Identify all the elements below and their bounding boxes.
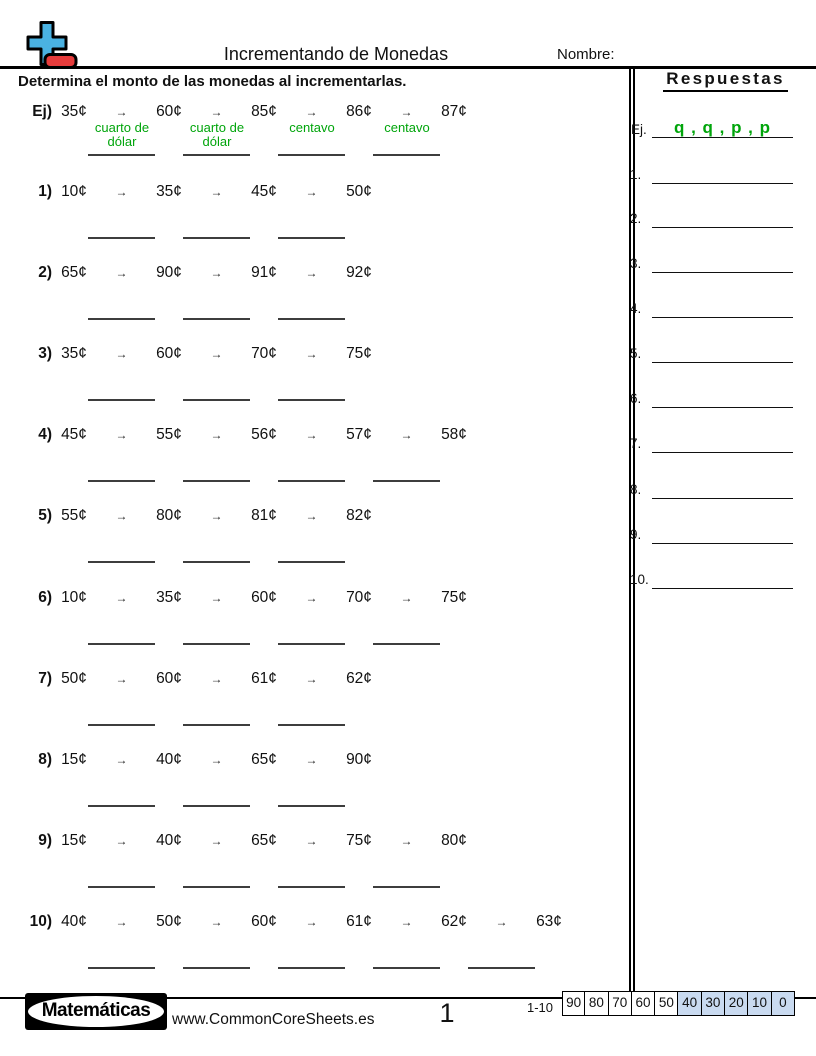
problem-number-label: 9) <box>38 832 52 849</box>
answer-row-line <box>652 183 793 184</box>
arrow-icon: → <box>115 915 128 929</box>
arrow-icon: → <box>400 834 413 848</box>
answers-panel-title: Respuestas <box>663 69 787 92</box>
score-table <box>562 991 795 1016</box>
score-cell: 30 <box>702 991 725 1016</box>
arrow-icon: → <box>305 347 318 361</box>
answer-row-label: 2. <box>630 211 642 226</box>
score-cell: 0 <box>772 991 795 1016</box>
answer-row-line <box>652 227 793 228</box>
score-cell: 20 <box>725 991 748 1016</box>
problem-value: 35¢ <box>61 345 87 362</box>
problem-answer-blank <box>183 886 250 888</box>
problem-value: 10¢ <box>61 183 87 200</box>
brand-logo <box>25 993 167 1030</box>
arrow-icon: → <box>305 834 318 848</box>
instruction-text: Determina el monto de las monedas al incrementarlas. <box>18 73 407 90</box>
name-label: Nombre: <box>557 46 615 63</box>
arrow-icon: → <box>210 105 223 119</box>
answer-row-label: 7. <box>630 436 642 451</box>
problem-value: 60¢ <box>251 913 277 930</box>
problem-answer-blank <box>88 480 155 482</box>
example-answer-blank <box>183 154 250 156</box>
arrow-icon: → <box>305 591 318 605</box>
example-answer-blank <box>88 154 155 156</box>
arrow-icon: → <box>210 834 223 848</box>
problem-number-label: 1) <box>38 183 52 200</box>
page-number: 1 <box>439 998 455 1028</box>
arrow-icon: → <box>115 185 128 199</box>
answer-row-line <box>652 317 793 318</box>
problem-answer-blank <box>373 643 440 645</box>
score-cell: 60 <box>632 991 655 1016</box>
arrow-icon: → <box>115 834 128 848</box>
problem-value: 80¢ <box>441 832 467 849</box>
answer-row-line <box>652 137 793 138</box>
arrow-icon: → <box>210 347 223 361</box>
problem-value: 15¢ <box>61 751 87 768</box>
arrow-icon: → <box>305 753 318 767</box>
problem-answer-blank <box>278 886 345 888</box>
problem-value: 75¢ <box>346 832 372 849</box>
answer-row-label: 9. <box>630 527 642 542</box>
example-answer-blank <box>278 154 345 156</box>
arrow-icon: → <box>210 915 223 929</box>
answer-row-line <box>652 498 793 499</box>
arrow-icon: → <box>115 509 128 523</box>
problem-value: 45¢ <box>251 183 277 200</box>
score-cell: 40 <box>678 991 701 1016</box>
example-value: 60¢ <box>156 103 182 120</box>
problem-value: 35¢ <box>156 183 182 200</box>
problem-answer-blank <box>88 724 155 726</box>
answer-row-label: 5. <box>630 346 642 361</box>
problem-answer-blank <box>468 967 535 969</box>
problem-number-label: 3) <box>38 345 52 362</box>
answer-row-line <box>652 543 793 544</box>
score-cell: 80 <box>585 991 608 1016</box>
arrow-icon: → <box>210 591 223 605</box>
example-value: 35¢ <box>61 103 87 120</box>
problem-answer-blank <box>183 318 250 320</box>
problem-answer-blank <box>183 643 250 645</box>
problem-value: 62¢ <box>346 670 372 687</box>
arrow-icon: → <box>115 591 128 605</box>
example-gap-answer: centavo <box>289 120 335 135</box>
answer-row-label: 8. <box>630 482 642 497</box>
problem-value: 80¢ <box>156 507 182 524</box>
problem-value: 65¢ <box>251 751 277 768</box>
problem-value: 61¢ <box>251 670 277 687</box>
arrow-icon: → <box>115 105 128 119</box>
answer-example-value: q , q , p , p <box>673 118 772 137</box>
problem-answer-blank <box>183 480 250 482</box>
answer-row-label: 6. <box>630 391 642 406</box>
problem-answer-blank <box>278 399 345 401</box>
problem-value: 57¢ <box>346 426 372 443</box>
problem-value: 10¢ <box>61 589 87 606</box>
problem-value: 56¢ <box>251 426 277 443</box>
problem-value: 90¢ <box>346 751 372 768</box>
problem-value: 58¢ <box>441 426 467 443</box>
problem-value: 65¢ <box>251 832 277 849</box>
problem-answer-blank <box>373 886 440 888</box>
arrow-icon: → <box>400 591 413 605</box>
problem-answer-blank <box>278 237 345 239</box>
problem-number-label: 5) <box>38 507 52 524</box>
arrow-icon: → <box>115 347 128 361</box>
problem-answer-blank <box>278 318 345 320</box>
arrow-icon: → <box>305 428 318 442</box>
example-answer-blank <box>373 154 440 156</box>
arrow-icon: → <box>210 266 223 280</box>
problem-number-label: 8) <box>38 751 52 768</box>
problem-answer-blank <box>278 561 345 563</box>
example-value: 87¢ <box>441 103 467 120</box>
problem-value: 50¢ <box>156 913 182 930</box>
example-gap-answer: cuarto de dólar <box>94 120 150 149</box>
arrow-icon: → <box>115 672 128 686</box>
example-gap-answer: cuarto de dólar <box>189 120 245 149</box>
arrow-icon: → <box>495 915 508 929</box>
plus-minus-logo-icon <box>26 21 82 71</box>
page-title: Incrementando de Monedas <box>223 44 449 64</box>
answer-row-line <box>652 588 793 589</box>
arrow-icon: → <box>305 509 318 523</box>
answer-row-label: 1. <box>630 167 642 182</box>
problem-value: 60¢ <box>251 589 277 606</box>
problem-number-label: 4) <box>38 426 52 443</box>
problem-answer-blank <box>278 480 345 482</box>
problem-value: 50¢ <box>346 183 372 200</box>
problem-value: 70¢ <box>346 589 372 606</box>
problem-answer-blank <box>183 399 250 401</box>
problem-number-label: 7) <box>38 670 52 687</box>
answer-row-line <box>652 407 793 408</box>
arrow-icon: → <box>400 105 413 119</box>
answer-row-line <box>652 362 793 363</box>
problem-number-label: 10) <box>29 913 52 930</box>
answers-panel-header <box>635 69 816 92</box>
example-gap-answer: centavo <box>384 120 430 135</box>
arrow-icon: → <box>210 185 223 199</box>
problem-value: 81¢ <box>251 507 277 524</box>
problem-value: 40¢ <box>61 913 87 930</box>
website-text: www.CommonCoreSheets.es <box>172 1011 375 1028</box>
arrow-icon: → <box>305 266 318 280</box>
problem-value: 40¢ <box>156 832 182 849</box>
problem-value: 60¢ <box>156 345 182 362</box>
problem-value: 45¢ <box>61 426 87 443</box>
example-value: 86¢ <box>346 103 372 120</box>
score-cell: 50 <box>655 991 678 1016</box>
problem-answer-blank <box>278 724 345 726</box>
problem-value: 60¢ <box>156 670 182 687</box>
arrow-icon: → <box>210 509 223 523</box>
problem-value: 50¢ <box>61 670 87 687</box>
arrow-icon: → <box>210 753 223 767</box>
answer-row-label: 3. <box>630 256 642 271</box>
problem-answer-blank <box>88 318 155 320</box>
problem-value: 55¢ <box>156 426 182 443</box>
arrow-icon: → <box>305 672 318 686</box>
problem-answer-blank <box>278 643 345 645</box>
answer-row-label: 10. <box>630 572 649 587</box>
arrow-icon: → <box>210 428 223 442</box>
arrow-icon: → <box>305 915 318 929</box>
arrow-icon: → <box>305 105 318 119</box>
arrow-icon: → <box>115 428 128 442</box>
arrow-icon: → <box>115 266 128 280</box>
problem-value: 82¢ <box>346 507 372 524</box>
example-number-label: Ej) <box>32 103 52 120</box>
problem-answer-blank <box>183 805 250 807</box>
problem-answer-blank <box>373 967 440 969</box>
problem-answer-blank <box>88 561 155 563</box>
problem-number-label: 2) <box>38 264 52 281</box>
brand-logo-text: Matemáticas <box>41 999 151 1021</box>
problem-answer-blank <box>278 805 345 807</box>
problem-value: 90¢ <box>156 264 182 281</box>
problem-answer-blank <box>88 643 155 645</box>
problem-answer-blank <box>183 237 250 239</box>
arrow-icon: → <box>400 428 413 442</box>
answer-row-line <box>652 452 793 453</box>
problem-answer-blank <box>183 967 250 969</box>
problem-value: 75¢ <box>441 589 467 606</box>
score-cell: 70 <box>609 991 632 1016</box>
arrow-icon: → <box>400 915 413 929</box>
problem-number-label: 6) <box>38 589 52 606</box>
answer-row-label: Ej. <box>631 122 647 137</box>
arrow-icon: → <box>210 672 223 686</box>
problem-value: 75¢ <box>346 345 372 362</box>
answer-row-line <box>652 272 793 273</box>
example-value: 85¢ <box>251 103 277 120</box>
arrow-icon: → <box>115 753 128 767</box>
answer-row-label: 4. <box>630 301 642 316</box>
problem-answer-blank <box>183 561 250 563</box>
problem-value: 55¢ <box>61 507 87 524</box>
problem-value: 15¢ <box>61 832 87 849</box>
problem-answer-blank <box>278 967 345 969</box>
problem-answer-blank <box>88 237 155 239</box>
problem-value: 63¢ <box>536 913 562 930</box>
problem-answer-blank <box>88 886 155 888</box>
problem-value: 91¢ <box>251 264 277 281</box>
problem-value: 35¢ <box>156 589 182 606</box>
score-range-label: 1-10 <box>527 1000 554 1015</box>
problem-answer-blank <box>88 967 155 969</box>
problem-answer-blank <box>88 805 155 807</box>
problem-value: 92¢ <box>346 264 372 281</box>
problem-value: 65¢ <box>61 264 87 281</box>
problem-answer-blank <box>183 724 250 726</box>
problem-value: 62¢ <box>441 913 467 930</box>
arrow-icon: → <box>305 185 318 199</box>
problem-value: 61¢ <box>346 913 372 930</box>
score-cell: 90 <box>562 991 585 1016</box>
problem-answer-blank <box>88 399 155 401</box>
score-cell: 10 <box>748 991 771 1016</box>
problem-value: 40¢ <box>156 751 182 768</box>
problem-answer-blank <box>373 480 440 482</box>
problem-value: 70¢ <box>251 345 277 362</box>
